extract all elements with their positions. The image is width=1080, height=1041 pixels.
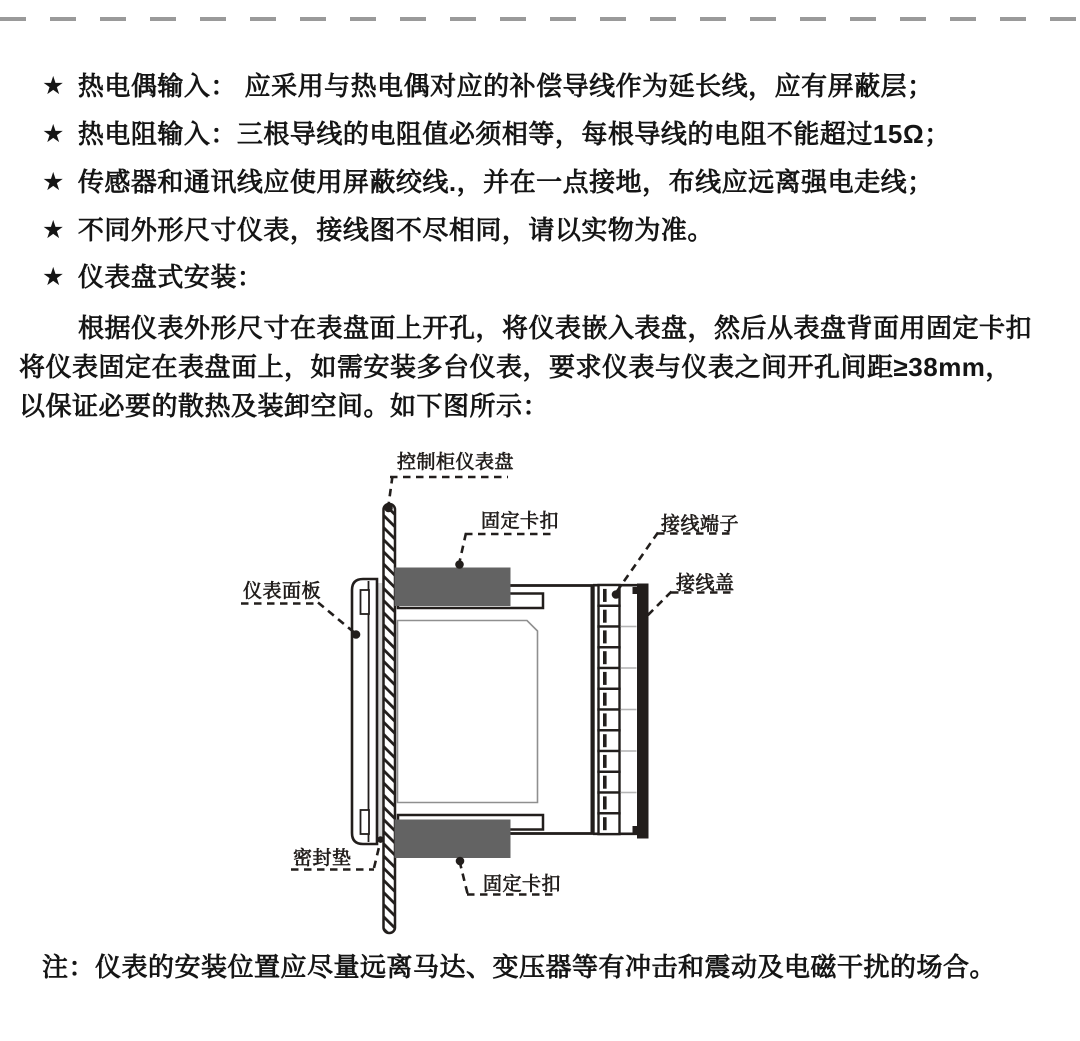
label-terminal-cover: 接线盖 (676, 573, 735, 594)
bullet-text: 仪表盘式安装： (77, 262, 264, 292)
label-instrument-front-panel: 仪表面板 (243, 581, 322, 602)
paragraph-line: 以保证必要的散热及装卸空间。如下图所示： (19, 391, 550, 421)
case-inner-box (398, 621, 538, 803)
fixing-clip-top (395, 568, 511, 607)
paragraph-line: 根据仪表外形尺寸在表盘面上开孔，将仪表嵌入表盘，然后从表盘背面用固定卡扣 (78, 313, 1033, 343)
bullet-text: 不同外形尺寸仪表，接线图不尽相同，请以实物为准。 (77, 215, 714, 245)
star-bullet-icon: ★ (42, 168, 65, 196)
terminal-block (593, 585, 638, 834)
bullet-text: 热电阻输入：三根导线的电阻值必须相等，每根导线的电阻不能超过15Ω； (77, 119, 951, 149)
bezel-clip-slot-top (361, 590, 370, 614)
bezel-clip-slot-bottom (361, 810, 370, 834)
instrument-front-panel (352, 579, 377, 844)
label-control-cabinet-panel: 控制柜仪表盘 (397, 452, 515, 473)
label-terminal-block: 接线端子 (661, 514, 740, 535)
bullet-text: 热电偶输入： 应采用与热电偶对应的补偿导线作为延长线，应有屏蔽层； (77, 71, 934, 101)
label-fixing-clip-top: 固定卡扣 (481, 511, 560, 532)
label-sealing-gasket: 密封垫 (293, 848, 352, 869)
star-bullet-icon: ★ (42, 216, 65, 244)
star-bullet-icon: ★ (42, 72, 65, 100)
note-text: 注：仪表的安装位置应尽量远离马达、变压器等有冲击和震动及电磁干扰的场合。 (42, 952, 997, 982)
star-bullet-icon: ★ (42, 120, 65, 148)
cabinet-panel-bar (384, 504, 396, 933)
bullet-text: 传感器和通讯线应使用屏蔽绞线.，并在一点接地，布线应远离强电走线； (77, 167, 934, 197)
star-bullet-icon: ★ (42, 263, 65, 291)
terminal-cover (633, 584, 649, 839)
paragraph-line: 将仪表固定在表盘面上，如需安装多台仪表，要求仪表与仪表之间开孔间距≥38mm， (19, 352, 1012, 382)
instrument-body (394, 586, 593, 834)
fixing-clip-bottom (395, 820, 511, 859)
label-fixing-clip-bottom: 固定卡扣 (483, 874, 562, 895)
